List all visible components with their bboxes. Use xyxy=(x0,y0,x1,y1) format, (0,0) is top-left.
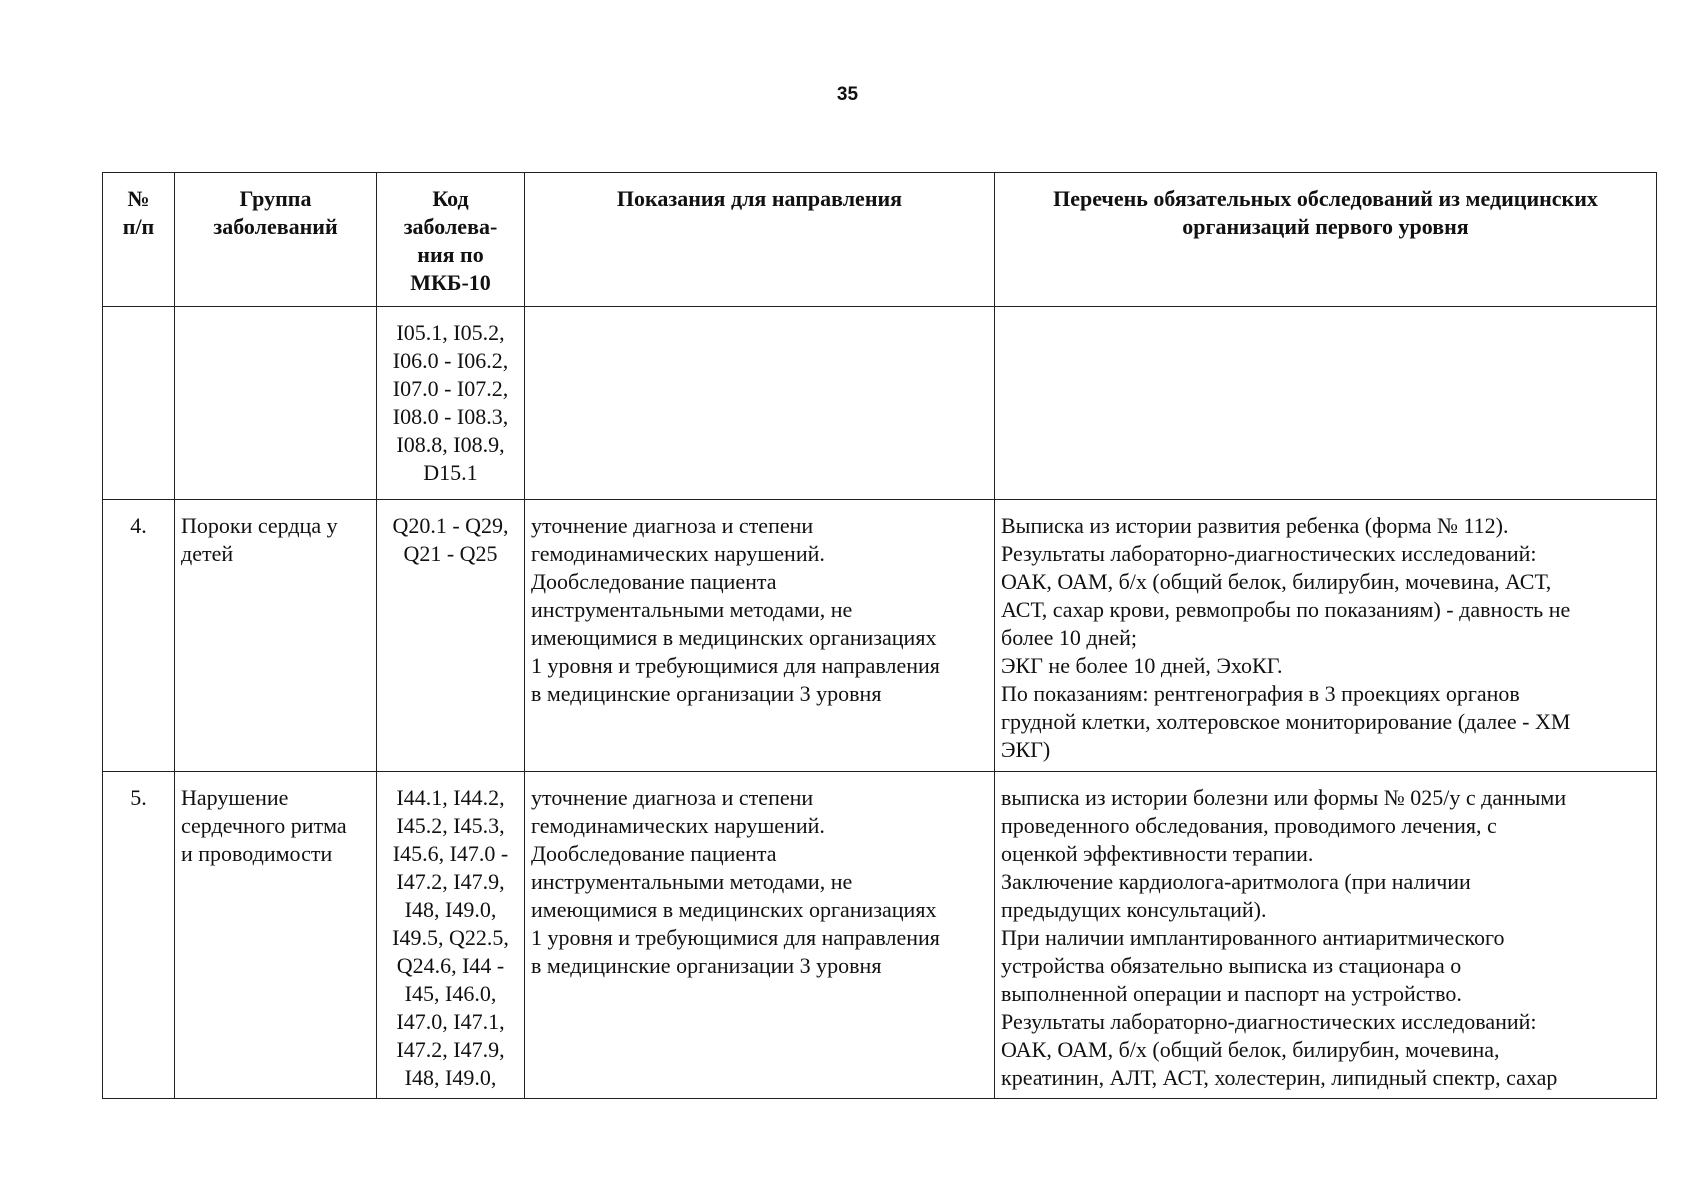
text-line: I48, I49.0, xyxy=(404,1065,497,1090)
text-line: в медицинские организации 3 уровня xyxy=(531,953,882,978)
text-line: № xyxy=(127,186,150,211)
text-line: грудной клетки, холтеровское мониторирование (далее - ХМ xyxy=(1001,709,1571,734)
text-line: организаций первого уровня xyxy=(1182,214,1469,239)
text-line: I47.2, I47.9, xyxy=(396,869,505,894)
row-group xyxy=(175,772,377,1099)
text-line: и проводимости xyxy=(181,841,333,866)
row-indications xyxy=(525,772,995,1099)
page-number: 35 xyxy=(836,84,859,105)
text-line: Дообследование пациента xyxy=(531,841,777,866)
text-line: оценкой эффективности терапии. xyxy=(1001,841,1314,866)
text-line: ЭКГ не более 10 дней, ЭхоКГ. xyxy=(1001,653,1283,678)
row-indications xyxy=(525,307,995,500)
text-line: D15.1 xyxy=(423,460,478,485)
text-line: I07.0 - I07.2, xyxy=(392,376,509,401)
row-group xyxy=(175,500,377,772)
row-number xyxy=(103,307,175,500)
text-line: Пороки сердца у xyxy=(181,513,338,538)
row-number: 5. xyxy=(103,772,175,1099)
text-line: инструментальными методами, не xyxy=(531,869,853,894)
text-line: уточнение диагноза и степени xyxy=(531,785,814,810)
table-row xyxy=(103,500,1657,772)
table-header-row xyxy=(103,173,1657,307)
text-line: При наличии имплантированного антиаритмического xyxy=(1001,925,1505,950)
table-row xyxy=(103,772,1657,1099)
text-line: I45.2, I45.3, xyxy=(396,813,505,838)
diagnosis-table xyxy=(102,172,1657,1099)
text-line: I47.2, I47.9, xyxy=(396,1037,505,1062)
text-line: Q21 - Q25 xyxy=(403,541,498,566)
text-line: I49.5, Q22.5, xyxy=(392,925,509,950)
text-line: Заключение кардиолога-аритмолога (при наличии xyxy=(1001,869,1471,894)
row-exams xyxy=(995,500,1657,772)
text-line: проведенного обследования, проводимого лечения, с xyxy=(1001,813,1497,838)
text-line: Результаты лабораторно-диагностических исследований: xyxy=(1001,541,1537,566)
row-number: 4. xyxy=(103,500,175,772)
header-indications xyxy=(525,173,995,307)
text-line: Код xyxy=(432,186,469,211)
text-line: креатинин, АЛТ, АСТ, холестерин, липидный спектр, сахар xyxy=(1001,1065,1558,1090)
text-line: сердечного ритма xyxy=(181,813,347,838)
text-line: 1 уровня и требующимися для направления xyxy=(531,925,940,950)
text-line: предыдущих консультаций). xyxy=(1001,897,1267,922)
text-line: I48, I49.0, xyxy=(404,897,497,922)
text-line: Результаты лабораторно-диагностических исследований: xyxy=(1001,1009,1537,1034)
text-line: Показания для направления xyxy=(616,186,903,211)
text-line: I05.1, I05.2, xyxy=(396,320,505,345)
text-line: более 10 дней; xyxy=(1001,625,1138,650)
row-exams xyxy=(995,772,1657,1099)
table-row xyxy=(103,307,1657,500)
header-icd-code xyxy=(377,173,525,307)
text-line: I06.0 - I06.2, xyxy=(392,348,509,373)
text-line: ОАК, ОАМ, б/х (общий белок, билирубин, мочевина, xyxy=(1001,1037,1500,1062)
text-line: инструментальными методами, не xyxy=(531,597,853,622)
text-line: I45.6, I47.0 - xyxy=(392,841,509,866)
row-group xyxy=(175,307,377,500)
header-disease-group xyxy=(175,173,377,307)
text-line: I08.0 - I08.3, xyxy=(392,404,509,429)
text-line: Выписка из истории развития ребенка (форма № 112). xyxy=(1001,513,1509,538)
row-codes xyxy=(377,772,525,1099)
text-line: ЭКГ) xyxy=(1001,737,1051,762)
text-line: заболеваний xyxy=(213,214,338,239)
text-line: МКБ-10 xyxy=(410,270,491,295)
header-required-exams xyxy=(995,173,1657,307)
text-line: имеющимися в медицинских организациях xyxy=(531,625,937,650)
text-line: АСТ, сахар крови, ревмопробы по показаниям) - давность не xyxy=(1001,597,1571,622)
text-line: ния по xyxy=(417,242,484,267)
text-line: I45, I46.0, xyxy=(404,981,497,1006)
text-line: ОАК, ОАМ, б/х (общий белок, билирубин, мочевина, АСТ, xyxy=(1001,569,1552,594)
row-exams xyxy=(995,307,1657,500)
text-line: Перечень обязательных обследований из медицинских xyxy=(1053,186,1598,211)
text-line: Дообследование пациента xyxy=(531,569,777,594)
text-line: I47.0, I47.1, xyxy=(396,1009,505,1034)
text-line: По показаниям: рентгенография в 3 проекциях органов xyxy=(1001,681,1520,706)
text-line: Нарушение xyxy=(181,785,289,810)
text-line: гемодинамических нарушений. xyxy=(531,541,825,566)
text-line: в медицинские организации 3 уровня xyxy=(531,681,882,706)
text-line: выписка из истории болезни или формы № 025/у с данными xyxy=(1001,785,1567,810)
text-line: п/п xyxy=(122,214,155,239)
row-codes xyxy=(377,307,525,500)
text-line: детей xyxy=(181,541,234,566)
row-codes xyxy=(377,500,525,772)
text-line: Q20.1 - Q29, xyxy=(392,513,509,538)
text-line: Группа xyxy=(239,186,312,211)
text-line: выполненной операции и паспорт на устройство. xyxy=(1001,981,1462,1006)
row-indications xyxy=(525,500,995,772)
header-number xyxy=(103,173,175,307)
text-line: устройства обязательно выписка из стационара о xyxy=(1001,953,1462,978)
text-line: I44.1, I44.2, xyxy=(396,785,505,810)
text-line: I08.8, I08.9, xyxy=(396,432,505,457)
text-line: гемодинамических нарушений. xyxy=(531,813,825,838)
text-line: Q24.6, I44 - xyxy=(396,953,505,978)
text-line: заболева- xyxy=(403,214,498,239)
text-line: 1 уровня и требующимися для направления xyxy=(531,653,940,678)
text-line: уточнение диагноза и степени xyxy=(531,513,814,538)
text-line: имеющимися в медицинских организациях xyxy=(531,897,937,922)
